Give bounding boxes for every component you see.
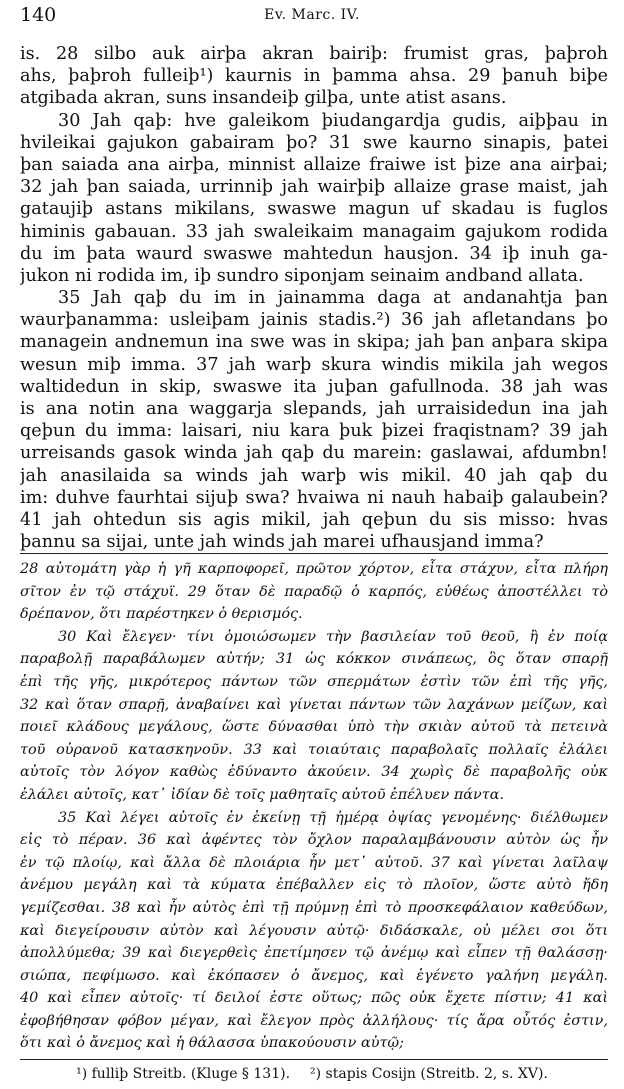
gothic-line: waurþanamma: usleiþam jainis stadis.²) 36 jah afletandans þo	[20, 310, 608, 331]
greek-line: καὶ διεγείρουσιν αὐτὸν καὶ λέγουσιν αὐτῷ· διδάσκαλε, οὐ μέλει σοι ὅτι	[20, 922, 608, 939]
greek-line: εἰς τὸ πέραν. 36 καὶ ἀφέντες τὸν ὄχλον παραλαμβάνουσιν αὐτὸν ὡς ἦν	[20, 832, 608, 849]
separator-rule	[20, 553, 608, 554]
gothic-line: 30 Jah qaþ: hve galeikom þiudangardja gudis, aiþþau in	[58, 110, 608, 131]
gothic-line: qeþun du imma: laisari, niu kara þuk þizei fraqistnam? 39 jah	[20, 421, 608, 442]
gothic-line: þan saiada ana airþa, minnist allaize fraiwe ist þize ana airþai;	[20, 154, 608, 175]
greek-line: ἐλάλει αὐτοῖς, κατ᾽ ἰδίαν δὲ τοῖς μαθηταῖς αὐτοῦ ἐπέλυεν πάντα.	[20, 786, 505, 803]
running-head: Ev. Marc. IV.	[264, 7, 360, 23]
greek-text	[20, 558, 608, 1055]
greek-line: ἐφοβήθησαν φόβον μέγαν, καὶ ἔλεγον πρὸς ἀλλήλους· τίς ἄρα οὗτός ἐστιν,	[20, 1012, 608, 1029]
greek-line: 30 Καὶ ἔλεγεν· τίνι ὁμοιώσωμεν τὴν βασιλείαν τοῦ θεοῦ, ἢ ἐν ποίᾳ	[58, 628, 608, 645]
greek-line: γεμίζεσθαι. 38 καὶ ἦν αὐτὸς ἐπὶ τῇ πρύμνῃ ἐπὶ τὸ προσκεφάλαιον καθεύδων,	[20, 899, 608, 916]
greek-line: ἐπὶ τῆς γῆς, μικρότερος πάντων τῶν σπερμάτων ἐστὶν τῶν ἐπὶ τῆς γῆς,	[20, 673, 608, 690]
gothic-line: du im þata waurd swaswe mahtedun hausjon. 34 iþ inuh ga-	[20, 243, 608, 264]
gothic-line: urreisands gasok winda jah qaþ du marein: gaslawai, afdumbn!	[20, 443, 608, 464]
footnote-rule	[20, 1059, 608, 1060]
gothic-line: ahs, þaþroh fulleiþ¹) kaurnis in þamma ahsa. 29 þanuh biþe	[20, 66, 608, 87]
footnotes	[20, 1063, 604, 1085]
footnote-2: ²) stapis Cosijn (Streitb. 2, s. XV).	[310, 1066, 548, 1082]
gothic-line: hvileikai gajukon gabairam þo? 31 swe kaurno sinapis, þatei	[20, 132, 608, 153]
greek-line: ὅτι καὶ ὁ ἄνεμος καὶ ἡ θάλασσα ὑπακούουσιν αὐτῷ;	[20, 1035, 405, 1052]
gothic-line: managein andnemun ina swe was in skipa; jah þan anþara skipa	[20, 332, 608, 353]
gothic-line: wesun miþ imma. 37 jah warþ skura windis mikila jah wegos	[20, 354, 608, 375]
gothic-line: jah anasilaida sa winds jah warþ wis mikil. 40 jah qaþ du	[20, 465, 608, 486]
gothic-line: 35 Jah qaþ du im in jainamma daga at andanahtja þan	[58, 288, 608, 309]
greek-line: ποιεῖ κλάδους μεγάλους, ὥστε δύνασθαι ὑπὸ τὴν σκιὰν αὐτοῦ τὰ πετεινὰ	[20, 719, 608, 736]
footnote-1: ¹) fulliþ Streitb. (Kluge § 131).	[76, 1066, 291, 1082]
page-number: 140	[20, 4, 57, 26]
gothic-line: atgibada akran, suns insandeiþ gilþa, unte atist asans.	[20, 88, 507, 109]
gothic-line: is ana notin ana waggarja slepands, jah urraisidedun ina jah	[20, 399, 608, 419]
greek-line: ἀνέμου μεγάλη καὶ τὰ κύματα ἐπέβαλλεν εἰς τὸ πλοῖον, ὥστε αὐτὸ ἤδη	[20, 877, 608, 894]
greek-line: σιώπα, πεφίμωσο. καὶ ἐκόπασεν ὁ ἄνεμος, καὶ ἐγένετο γαλήνη μεγάλη.	[20, 967, 608, 984]
greek-line: 28 αὐτομάτη γὰρ ἡ γῆ καρποφορεῖ, πρῶτον χόρτον, εἶτα στάχυν, εἶτα πλήρη	[20, 561, 608, 577]
gothic-line: þannu sa sijai, unte jah winds jah marei ufhausjand imma?	[20, 532, 544, 553]
gothic-line: 32 jah þan saiada, urrinniþ jah wairþiþ allaize grase maist, jah	[20, 177, 608, 198]
gothic-line: is. 28 silbo auk airþa akran bairiþ: frumist gras, þaþroh	[20, 44, 608, 64]
gothic-line: waltidedun in skip, swaswe ita juþan gafullnoda. 38 jah was	[20, 376, 608, 397]
gothic-line: im: duhve faurhtai sijuþ swa? hvaiwa ni nauh habaiþ galaubein?	[20, 487, 608, 508]
greek-line: τοῦ οὐρανοῦ κατασκηνοῦν. 33 καὶ τοιαύταις παραβολαῖς πολλαῖς ἐλάλει	[20, 741, 608, 758]
greek-line: 35 Καὶ λέγει αὐτοῖς ἐν ἐκείνῃ τῇ ἡμέρᾳ ὀψίας γενομένης· διέλθωμεν	[58, 809, 608, 826]
greek-line: 40 καὶ εἶπεν αὐτοῖς· τί δειλοί ἐστε οὕτως; πῶς οὐκ ἔχετε πίστιν; 41 καὶ	[20, 990, 608, 1007]
greek-line: παραβολῇ παραβάλωμεν αὐτήν; 31 ὡς κόκκον σινάπεως, ὃς ὅταν σπαρῇ	[20, 651, 608, 668]
greek-line: αὐτοῖς τὸν λόγον καθὼς ἐδύναντο ἀκούειν. 34 χωρὶς δὲ παραβολῆς οὐκ	[20, 764, 608, 781]
greek-line: ἐν τῷ πλοίῳ, καὶ ἄλλα δὲ πλοιάρια ἦν μετ᾽ αὐτοῦ. 37 καὶ γίνεται λαῖλαψ	[20, 854, 608, 871]
gothic-line: jukon ni rodida im, iþ sundro siponjam seinaim andband allata.	[20, 265, 584, 286]
gothic-line: 41 jah ohtedun sis agis mikil, jah qeþun du sis misso: hvas	[20, 509, 608, 530]
greek-line: δρέπανον, ὅτι παρέστηκεν ὁ θερισμός.	[20, 606, 303, 623]
gothic-line: himinis gabauan. 33 jah swaleikaim managaim gajukom rodida	[20, 221, 608, 242]
greek-line: ἀπολλύμεθα; 39 καὶ διεγερθεὶς ἐπετίμησεν τῷ ἀνέμῳ καὶ εἶπεν τῇ θαλάσσῃ·	[20, 945, 608, 962]
page-header	[20, 4, 604, 28]
greek-line: 32 καὶ ὅταν σπαρῇ, ἀναβαίνει καὶ γίνεται πάντων τῶν λαχάνων μείζων, καὶ	[20, 696, 608, 713]
greek-line: σῖτον ἐν τῷ στάχυϊ. 29 ὅταν δὲ παραδῷ ὁ καρπός, εὐθέως ἀποστέλλει τὸ	[20, 583, 608, 600]
gothic-text	[20, 43, 608, 553]
gothic-line: gataujiþ astans mikilans, swaswe magun uf skadau is fuglos	[20, 199, 608, 220]
